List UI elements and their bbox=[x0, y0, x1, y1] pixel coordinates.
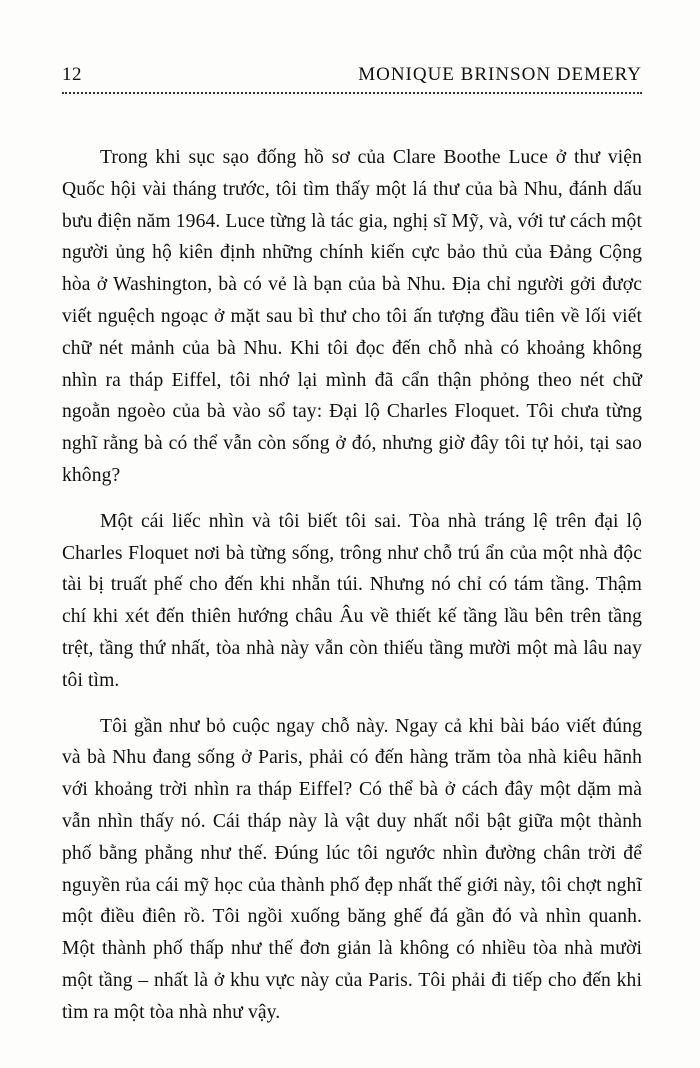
running-header bbox=[62, 64, 642, 94]
page-number: 12 bbox=[62, 64, 82, 85]
paragraph-3: Tôi gần như bỏ cuộc ngay chỗ này. Ngay cả khi bài báo viết đúng và bà Nhu đang sống ở Paris, phải có đến hàng trăm tòa nhà kiêu hãnh với khoảng trời nhìn ra tháp Eiffel? Có thể bà ở cách đây một dặm mà vẫn nhìn thấy nó. Cái tháp này là vật duy nhất nổi bật giữa một thành phố bằng phẳng như thế. Đúng lúc tôi ngước nhìn đường chân trời để nguyền rủa cái mỹ học của thành phố đẹp nhất thế giới này, tôi chợt nghĩ một điều điên rồ. Tôi ngồi xuống băng ghế đá gần đó và nhìn quanh. Một thành phố thấp như thế đơn giản là không có nhiều tòa nhà mười một tầng – nhất là ở khu vực này của Paris. Tôi phải đi tiếp cho đến khi tìm ra một tòa nhà như vậy. bbox=[62, 715, 642, 1023]
paragraph-1: Trong khi sục sạo đống hồ sơ của Clare Boothe Luce ở thư viện Quốc hội vài tháng trước, tôi tìm thấy một lá thư của bà Nhu, đánh dấu bưu điện năm 1964. Luce từng là tác gia, nghị sĩ Mỹ, và, với tư cách một người ủng hộ kiên định những chính kiến cực bảo thủ của Đảng Cộng hòa ở Washington, bà có vẻ là bạn của bà Nhu. Địa chỉ người gởi được viết nguệch ngoạc ở mặt sau bì thư cho tôi ấn tượng đầu tiên về lối viết chữ nét mảnh của bà Nhu. Khi tôi đọc đến chỗ nhà có khoảng không nhìn ra tháp Eiffel, tôi nhớ lại mình đã cẩn thận phỏng theo nét chữ ngoằn ngoèo của bà vào sổ tay: Đại lộ Charles Floquet. Tôi chưa từng nghĩ rằng bà có thể vẫn còn sống ở đó, nhưng giờ đây tôi tự hỏi, tại sao không? bbox=[62, 147, 642, 486]
body-text bbox=[62, 142, 642, 1043]
author-name: MONIQUE BRINSON DEMERY bbox=[358, 64, 642, 85]
paragraph-2: Một cái liếc nhìn và tôi biết tôi sai. Tòa nhà tráng lệ trên đại lộ Charles Floquet nơi bà từng sống, trông như chỗ trú ẩn của một nhà độc tài bị truất phế cho đến khi nhẵn túi. Nhưng nó chỉ có tám tầng. Thậm chí khi xét đến thiên hướng châu Âu về thiết kế tầng lầu bên trên tầng trệt, tầng thứ nhất, tòa nhà này vẫn còn thiếu tầng mười một mà lâu nay tôi tìm. bbox=[62, 510, 642, 691]
